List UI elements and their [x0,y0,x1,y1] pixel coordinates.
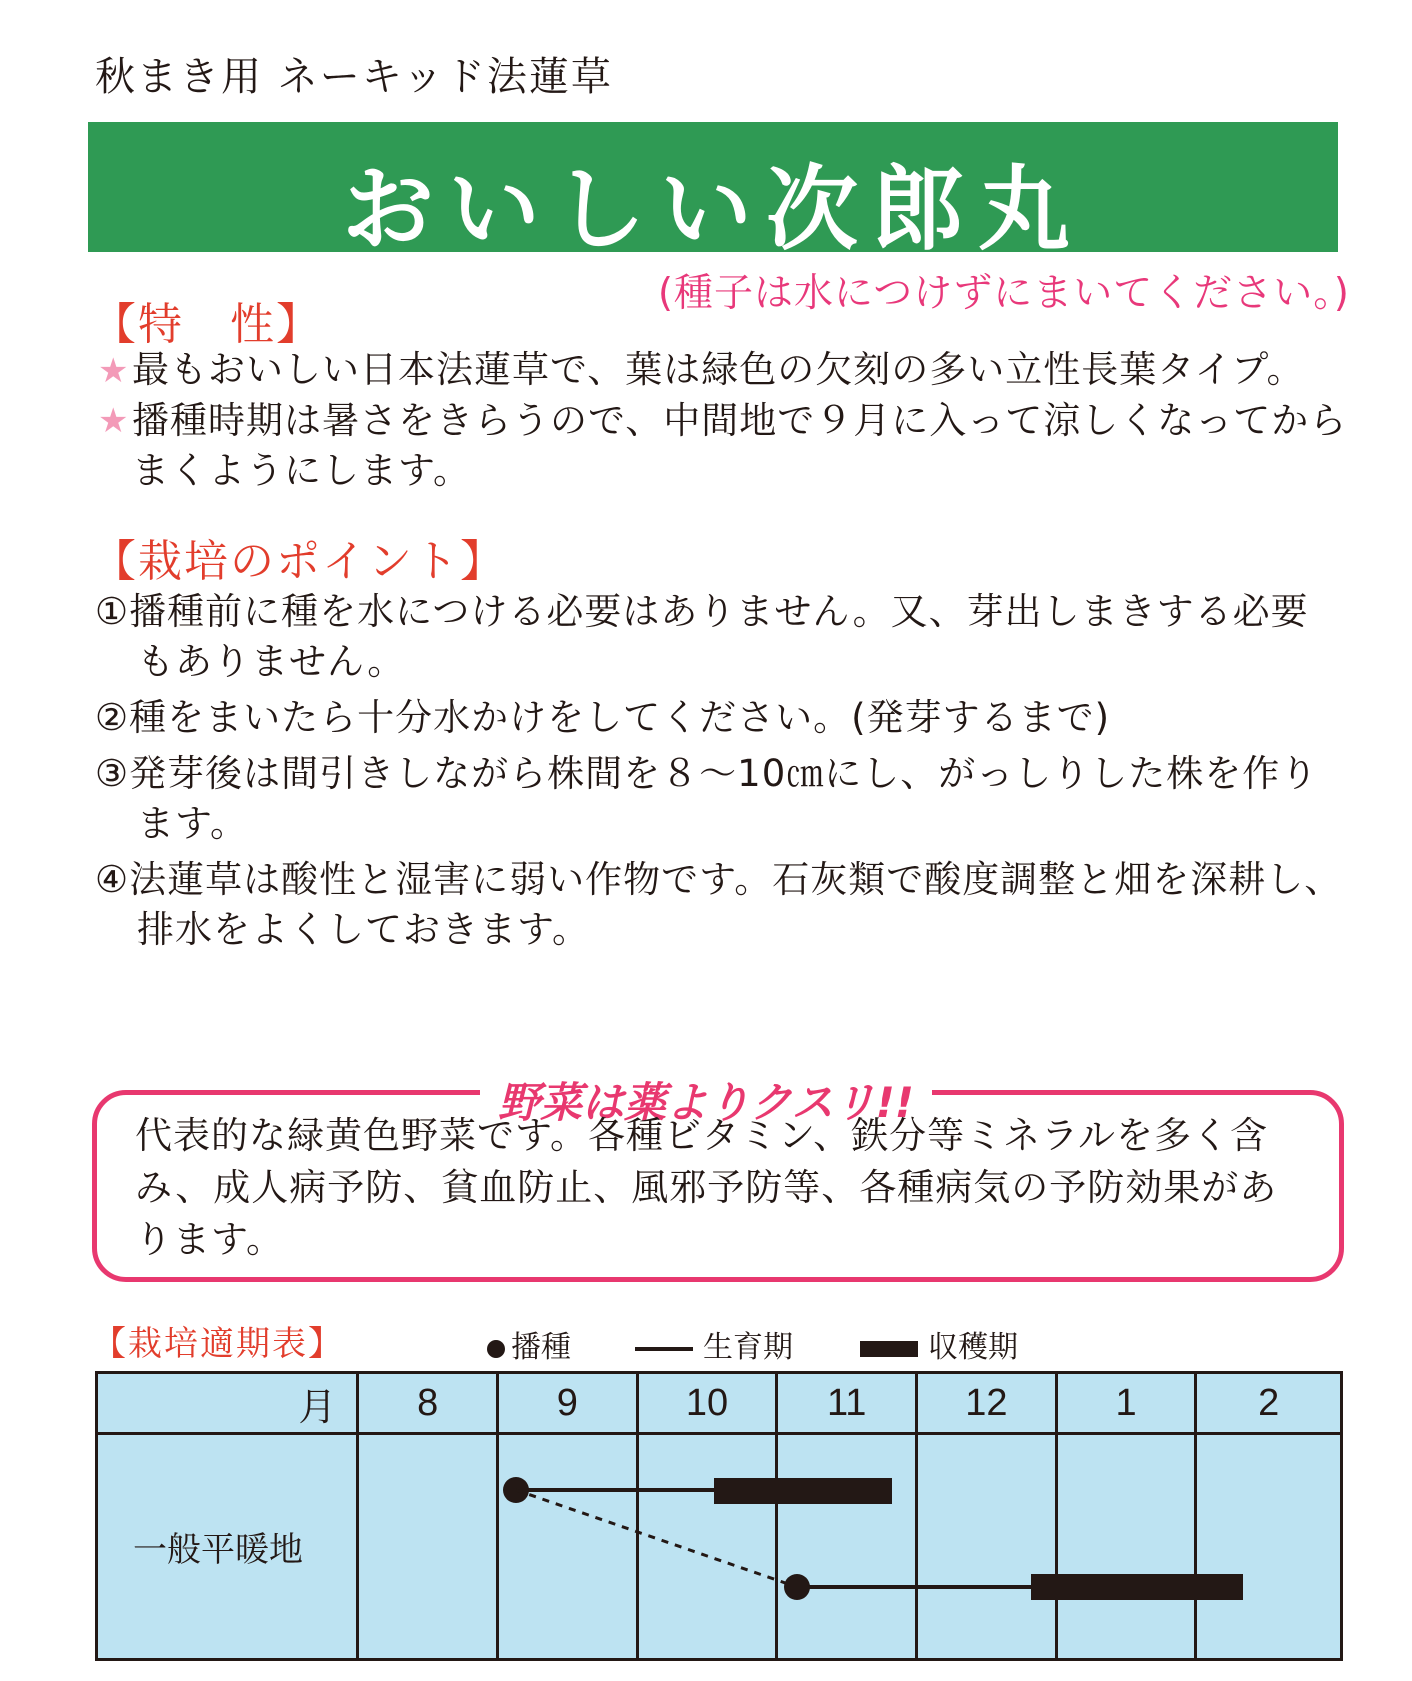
calendar-heading: 【栽培適期表】 [92,1324,344,1364]
legend-sowing: 播種 [487,1322,571,1366]
star-icon: ★ [98,401,130,441]
month-cell: 9 [498,1373,638,1434]
month-cell: 8 [358,1373,498,1434]
month-header-label: 月 [97,1373,358,1434]
point-item: ④法蓮草は酸性と湿害に弱い作物です。石灰類で酸度調整と畑を深耕し、排水をよくしておきます。 [95,858,1343,951]
legend-harvest: 収穫期 [860,1322,1018,1366]
feature-item: ★最もおいしい日本法蓮草で、葉は緑色の欠刻の多い立性長葉タイプ。 [98,345,1348,396]
features-heading: 【特 性】 [92,299,322,350]
month-cell: 1 [1056,1373,1196,1434]
point-item: ①播種前に種を水につける必要はありません。又、芽出しまきする必要もありません。 [95,590,1309,683]
month-cell: 11 [777,1373,917,1434]
point-item: ③発芽後は間引きしながら株間を８～10㎝にし、がっしりした株を作ります。 [95,752,1319,845]
health-box-title: 野菜は薬よりクスリ!! [0,1070,1412,1130]
region-label: 一般平暖地 [97,1434,358,1660]
sowing-window-dashed [516,1490,797,1587]
sowing-note: (種子は水につけずにまいてください。) [657,271,1350,316]
star-icon: ★ [98,351,130,391]
feature-item: ★ 播種時期は暑さをきらうので、中間地で９月に入って涼しくなってからまくようにします。 [98,396,1348,496]
month-cell: 12 [917,1373,1057,1434]
point-item: ②種をまいたら十分水かけをしてください。(発芽するまで) [95,696,1111,739]
harvest-bar-2 [1031,1574,1243,1600]
health-box-text: 代表的な緑黄色野菜です。各種ビタミン、鉄分等ミネラルを多く含み、成人病予防、貧血防止、風邪予防等、各種病気の予防効果があります。 [135,1114,1278,1261]
month-cell: 2 [1196,1373,1342,1434]
points-heading: 【栽培のポイント】 [92,536,506,587]
harvest-bar-1 [714,1478,892,1504]
month-cell: 10 [637,1373,777,1434]
product-title: おいしい次郎丸 [341,156,1084,263]
legend-growing: 生育期 [635,1322,793,1366]
sowing-dot-2 [784,1574,810,1600]
product-subtitle: 秋まき用 ネーキッド法蓮草 [95,54,613,100]
